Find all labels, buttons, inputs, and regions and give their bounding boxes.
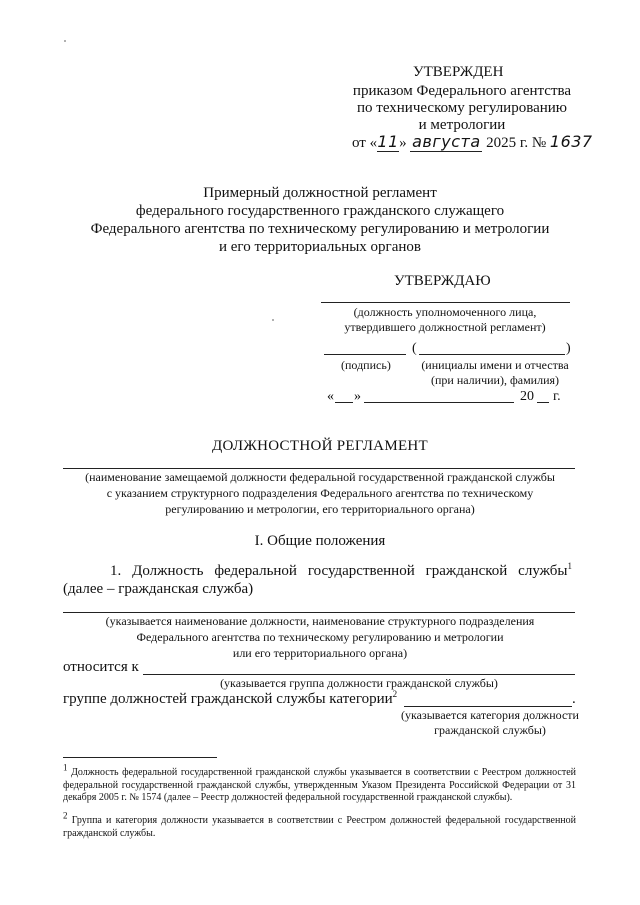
position-hint-1: (должность уполномоченного лица, (353, 305, 537, 319)
footnote-1 (63, 762, 576, 805)
title-line-1: Примерный должностной регламент (203, 185, 437, 201)
position-name-fill-line (63, 468, 575, 469)
regulation-hint-3: регулированию и метрологии, его территориального органа) (165, 502, 475, 516)
signature-fill-line (324, 354, 406, 355)
scan-speck (64, 40, 66, 42)
category-fill-line (404, 706, 572, 707)
name-open-paren: ( (412, 341, 417, 356)
approve-date-open: « (327, 389, 334, 404)
regulation-title: ДОЛЖНОСТНОЙ РЕГЛАМЕНТ (211, 438, 429, 454)
date-mid: » (399, 135, 407, 151)
position-hint-a: (указывается наименование должности, наименование структурного подразделения (105, 614, 535, 628)
footnote-separator (63, 757, 217, 758)
name-close-paren: ) (566, 341, 571, 356)
handwritten-order-number: 1637 (549, 132, 593, 151)
footnote-1-text: Должность федеральной государственной гражданской службы указывается в соответствии с Реестром должностей федеральной государственной гражданской службы, утвержденным Указом Президента Российской Федерации от 31 декабря 2005 г. № 1574 (далее – Реестр должностей федеральной государственной гражданской службы). (63, 767, 576, 803)
approve-month-fill-line (364, 402, 514, 403)
approval-line-2: по техническому регулированию (356, 100, 568, 116)
footnote-ref-1: 1 (567, 561, 572, 571)
position-hint-2: утвердившего должностной регламент) (344, 320, 546, 334)
approve-year-prefix: 20 (520, 389, 534, 404)
approval-line-1: приказом Федерального агентства (352, 83, 572, 99)
name-fill-line (419, 354, 565, 355)
group-fill-line (143, 674, 575, 675)
category-hint-2: гражданской службы) (434, 723, 546, 737)
date-year: 2025 г. № (486, 135, 547, 151)
regulation-hint-1: (наименование замещаемой должности федеральной государственной гражданской службы (85, 470, 555, 484)
handwritten-month: августа (412, 132, 481, 151)
regulation-hint-2: с указанием структурного подразделения Федерального агентства по техническому (106, 486, 534, 500)
scan-speck (272, 319, 274, 321)
footnote-2-text: Группа и категория должности указывается в соответствии с Реестром должностей федеральной государственной гражданской службы. (63, 815, 576, 839)
para1-text: 1. Должность федеральной государственной гражданской службы (110, 563, 568, 579)
position-fill-line-2 (63, 612, 575, 613)
position-hint-c: или его территориального органа) (232, 646, 408, 660)
category-line (63, 690, 397, 709)
approval-title: УТВЕРЖДЕН (413, 64, 504, 80)
title-line-2: федерального государственного гражданского служащего (135, 203, 505, 219)
position-fill-line (321, 302, 570, 303)
section-heading: I. Общие положения (254, 533, 386, 549)
approve-title: УТВЕРЖДАЮ (394, 273, 491, 289)
relates-to-label: относится к (63, 659, 139, 675)
footnote-1-mark: 1 (63, 762, 68, 773)
group-hint: (указывается группа должности гражданской службы) (220, 676, 498, 690)
approval-date-line (352, 132, 594, 153)
position-hint-b: Федерального агентства по техническому регулированию и метрологии (136, 630, 504, 644)
name-hint-2: (при наличии), фамилия) (430, 373, 560, 387)
approve-year-fill-line (537, 402, 549, 403)
footnote-ref-2: 2 (392, 689, 398, 699)
approve-day-fill-line (335, 402, 353, 403)
name-hint-1: (инициалы имени и отчества (421, 358, 569, 372)
approve-year-suffix: г. (553, 389, 561, 404)
approve-date-close: » (354, 389, 361, 404)
date-prefix: от « (352, 135, 378, 151)
footnote-2 (63, 810, 576, 840)
para1-line-1 (110, 562, 572, 581)
para1-line-2: (далее – гражданская служба) (63, 581, 254, 597)
handwritten-day: 11 (377, 132, 399, 151)
category-text: группе должностей гражданской службы категории (63, 691, 393, 707)
category-hint-1: (указывается категория должности (401, 708, 579, 722)
title-line-3: Федерального агентства по техническому регулированию и метрологии (90, 221, 550, 237)
approval-line-3: и метрологии (418, 117, 506, 133)
footnote-2-mark: 2 (63, 810, 68, 821)
title-line-4: и его территориальных органов (219, 239, 421, 255)
signature-hint: (подпись) (341, 358, 391, 372)
category-end: . (572, 691, 576, 707)
